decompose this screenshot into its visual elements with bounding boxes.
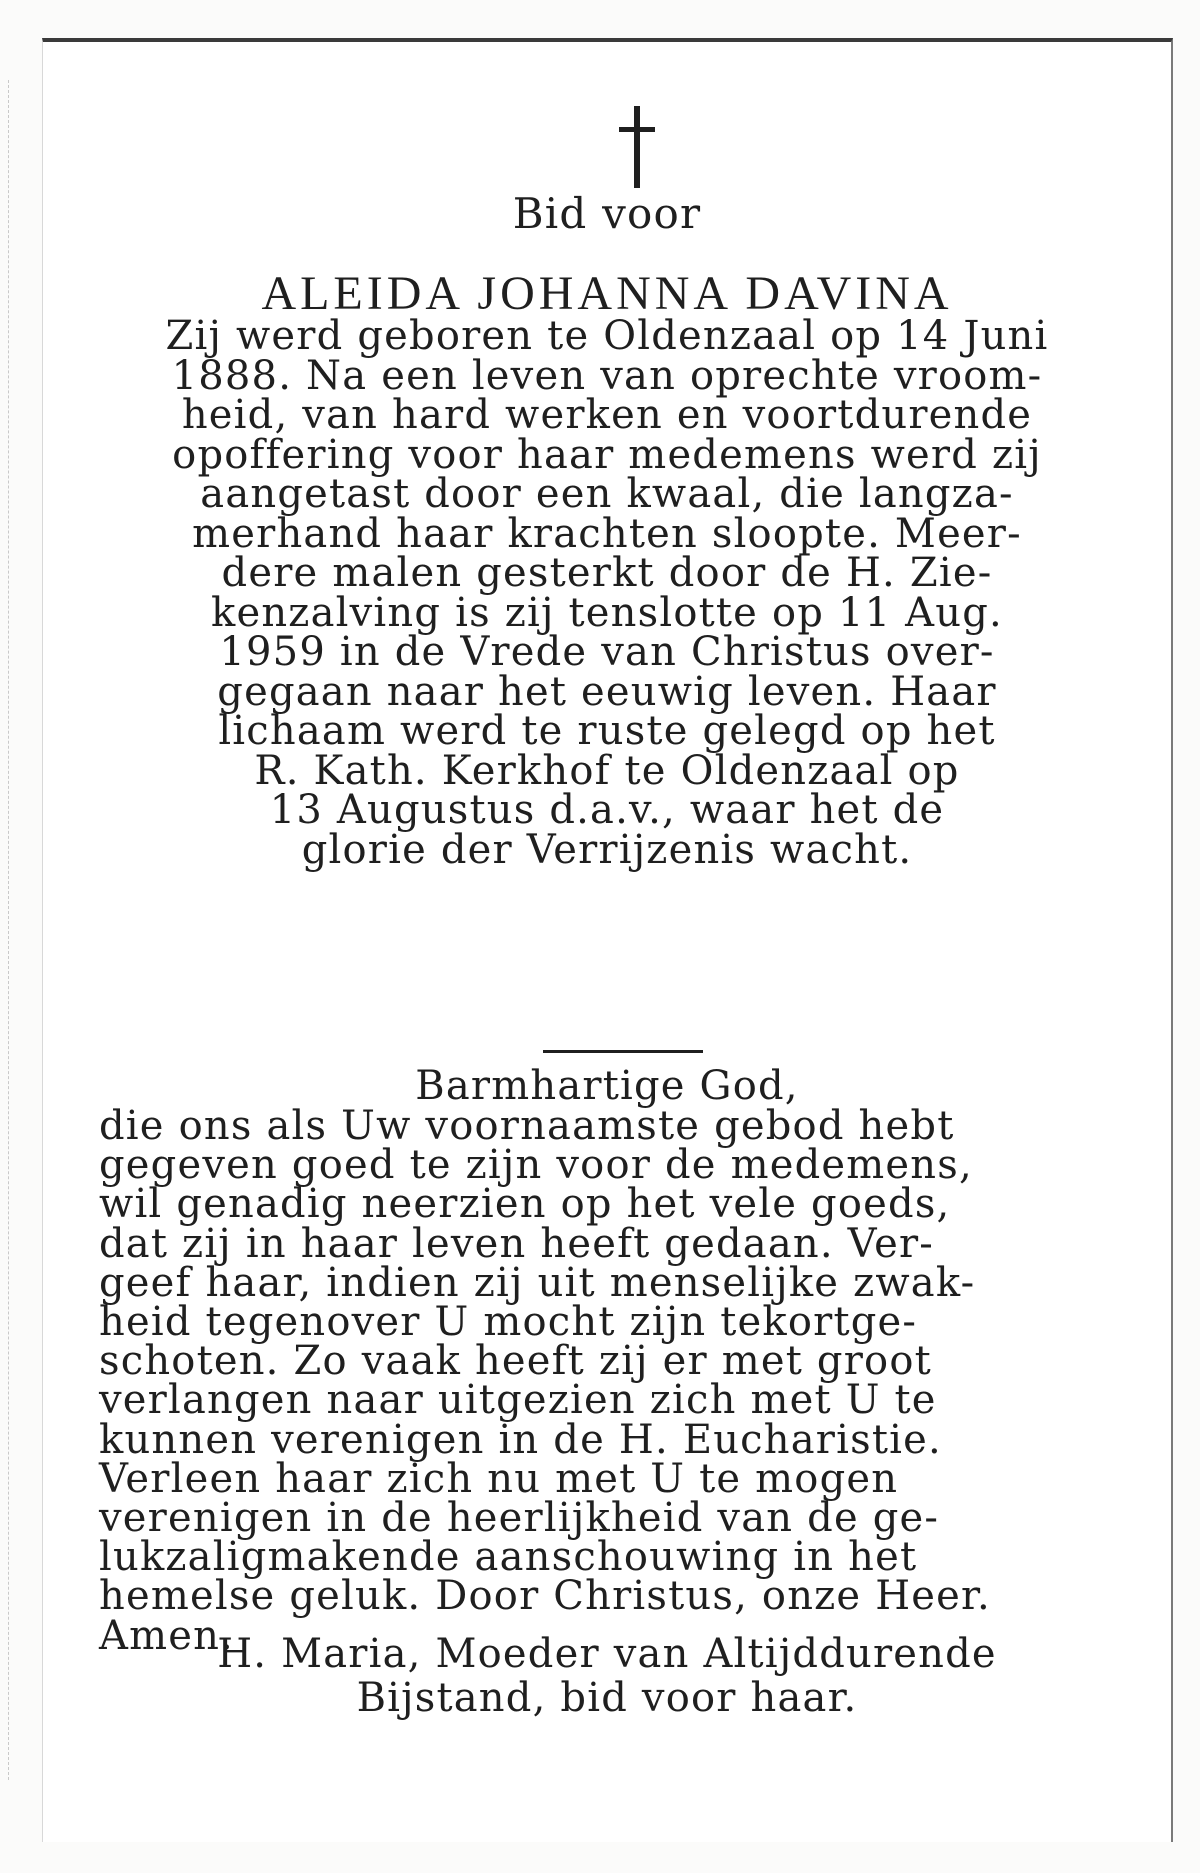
prayer-line: dat zij in haar leven heeft gedaan. Ver- (99, 1220, 934, 1267)
bio-line: merhand haar krachten sloopte. Meer- (192, 510, 1022, 557)
bio-line: gegaan naar het eeuwig leven. Haar (217, 668, 997, 715)
bio-line: kenzalving is zij tenslotte op 11 Aug. (211, 589, 1003, 636)
bio-line: lichaam werd te ruste gelegd op het (218, 708, 996, 754)
bio-line: opoffering voor haar medemens werd zij (172, 431, 1042, 478)
prayer-line: geef haar, indien zij uit menselijke zwak- (99, 1259, 976, 1306)
prayer-line: Amen. (99, 1612, 234, 1659)
prayer-line: verenigen in de heerlijkheid van de ge- (99, 1495, 940, 1541)
bio-line: heid, van hard werken en voortdurende (181, 392, 1033, 438)
bio-line: R. Kath. Kerkhof te Oldenzaal op (254, 747, 960, 794)
scan-edge-marks (8, 80, 29, 1780)
prayer-line: wil genadig neerzien op het vele goeds, (99, 1181, 951, 1228)
prayer-line: gegeven goed te zijn voor de medemens, (99, 1142, 973, 1189)
divider-rule (543, 1050, 703, 1053)
prayer-line: Verleen haar zich nu met U te mogen (99, 1455, 899, 1502)
prayer-opening: Barmhartige God, (415, 1063, 799, 1109)
bio-line: glorie der Verrijzenis wacht. (301, 826, 913, 873)
prayer-line: lukzaligmakende aanschouwing in het (99, 1534, 918, 1581)
closing-line: H. Maria, Moeder van Altijddurende (217, 1631, 997, 1677)
cross-icon (607, 102, 667, 192)
prayer-line: heid tegenover U mocht zijn tekortge- (99, 1299, 918, 1345)
bio-line: 1888. Na een leven van oprechte vroom- (171, 352, 1043, 399)
prayer-line: verlangen naar uitgezien zich met U te (99, 1377, 937, 1424)
bio-line: dere malen gesterkt door de H. Zie- (221, 550, 993, 596)
deceased-name: ALEIDA JOHANNA DAVINA (261, 267, 953, 320)
prayer-line: kunnen verenigen in de H. Eucharistie. (99, 1416, 942, 1463)
bio-line: 1959 in de Vrede van Christus over- (219, 629, 995, 675)
prayer-line: die ons als Uw voornaamste gebod hebt (99, 1103, 955, 1149)
prayer-line: schoten. Zo vaak heeft zij er met groot (99, 1338, 932, 1385)
bio-line: 13 Augustus d.a.v., waar het de (269, 787, 945, 833)
memorial-card (42, 38, 1173, 1842)
prayer-line: hemelse geluk. Door Christus, onze Heer. (99, 1573, 991, 1620)
bio-line: Zij werd geboren te Oldenzaal op 14 Juni (165, 313, 1049, 359)
heading-bid-voor: Bid voor (512, 189, 702, 238)
bio-line: aangetast door een kwaal, die langza- (200, 471, 1014, 517)
closing-line: Bijstand, bid voor haar. (356, 1675, 858, 1721)
